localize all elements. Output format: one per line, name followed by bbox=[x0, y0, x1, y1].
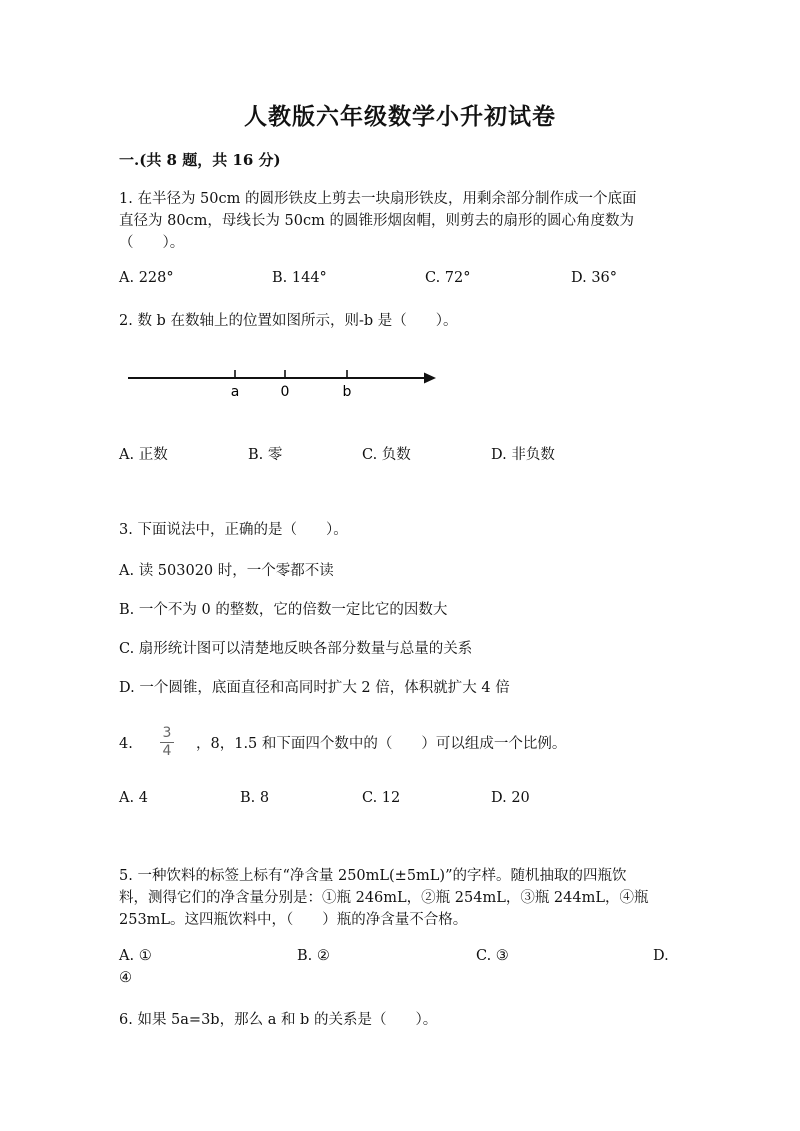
tick-label-b: b bbox=[342, 384, 352, 400]
q3-text: 3. 下面说法中，正确的是（ ）。 bbox=[119, 522, 348, 538]
page-title: 人教版六年级数学小升初试卷 bbox=[244, 103, 556, 130]
q5-option-d[interactable]: D. bbox=[653, 948, 669, 964]
q3-option-a[interactable]: A. 读 503020 时，一个零都不读 bbox=[119, 563, 334, 579]
q1-line-2: 直径为 80cm，母线长为 50cm 的圆锥形烟囱帽，则剪去的扇形的圆心角度数为 bbox=[119, 213, 634, 229]
tick-label-a: a bbox=[230, 384, 240, 400]
q1-option-b[interactable]: B. 144° bbox=[272, 270, 327, 286]
section-heading: 一.(共 8 题，共 16 分) bbox=[119, 151, 281, 169]
q3-option-d[interactable]: D. 一个圆锥，底面直径和高同时扩大 2 倍，体积就扩大 4 倍 bbox=[119, 680, 510, 696]
q1-option-c[interactable]: C. 72° bbox=[425, 270, 471, 286]
q1-line-3: （ ）。 bbox=[119, 235, 185, 251]
q2-option-c[interactable]: C. 负数 bbox=[362, 447, 411, 463]
q3-option-b[interactable]: B. 一个不为 0 的整数，它的倍数一定比它的因数大 bbox=[119, 602, 448, 618]
q4-option-c[interactable]: C. 12 bbox=[362, 790, 401, 806]
q6-text: 6. 如果 5a=3b，那么 a 和 b 的关系是（ ）。 bbox=[119, 1012, 438, 1028]
q4-option-b[interactable]: B. 8 bbox=[240, 790, 270, 806]
tick-label-0: 0 bbox=[280, 384, 290, 400]
q4-fraction bbox=[158, 726, 176, 759]
number-line-figure bbox=[120, 360, 450, 406]
q3-option-c[interactable]: C. 扇形统计图可以清楚地反映各部分数量与总量的关系 bbox=[119, 641, 473, 657]
q5-line-3: 253mL。这四瓶饮料中，（ ）瓶的净含量不合格。 bbox=[119, 912, 468, 928]
q4-number: 4. bbox=[119, 736, 133, 752]
q1-option-d[interactable]: D. 36° bbox=[571, 270, 618, 286]
q5-line-2: 料，测得它们的净含量分别是：①瓶 246mL，②瓶 254mL，③瓶 244mL，④瓶 bbox=[119, 890, 649, 906]
q5-option-c[interactable]: C. ③ bbox=[476, 948, 509, 964]
number-line-arrow-icon bbox=[424, 373, 436, 384]
q5-option-d-value[interactable]: ④ bbox=[119, 970, 132, 986]
q5-line-1: 5. 一种饮料的标签上标有“净含量 250mL(±5mL)”的字样。随机抽取的四瓶饮 bbox=[119, 868, 627, 884]
q2-option-d[interactable]: D. 非负数 bbox=[491, 447, 555, 463]
q4-text: ，8，1.5 和下面四个数中的（ ）可以组成一个比例。 bbox=[196, 736, 567, 752]
q5-option-b[interactable]: B. ② bbox=[297, 948, 330, 964]
q4-option-a[interactable]: A. 4 bbox=[119, 790, 148, 806]
q5-option-a[interactable]: A. ① bbox=[119, 948, 152, 964]
q1-option-a[interactable]: A. 228° bbox=[119, 270, 174, 286]
q4-option-d[interactable]: D. 20 bbox=[491, 790, 530, 806]
q2-option-a[interactable]: A. 正数 bbox=[119, 447, 168, 463]
q2-option-b[interactable]: B. 零 bbox=[248, 447, 283, 463]
q1-line-1: 1. 在半径为 50cm 的圆形铁皮上剪去一块扇形铁皮，用剩余部分制作成一个底面 bbox=[119, 191, 637, 207]
q2-text: 2. 数 b 在数轴上的位置如图所示，则-b 是（ ）。 bbox=[119, 313, 458, 329]
q4-fraction-numerator: 3 bbox=[162, 725, 172, 741]
q4-fraction-denominator: 4 bbox=[162, 743, 172, 759]
